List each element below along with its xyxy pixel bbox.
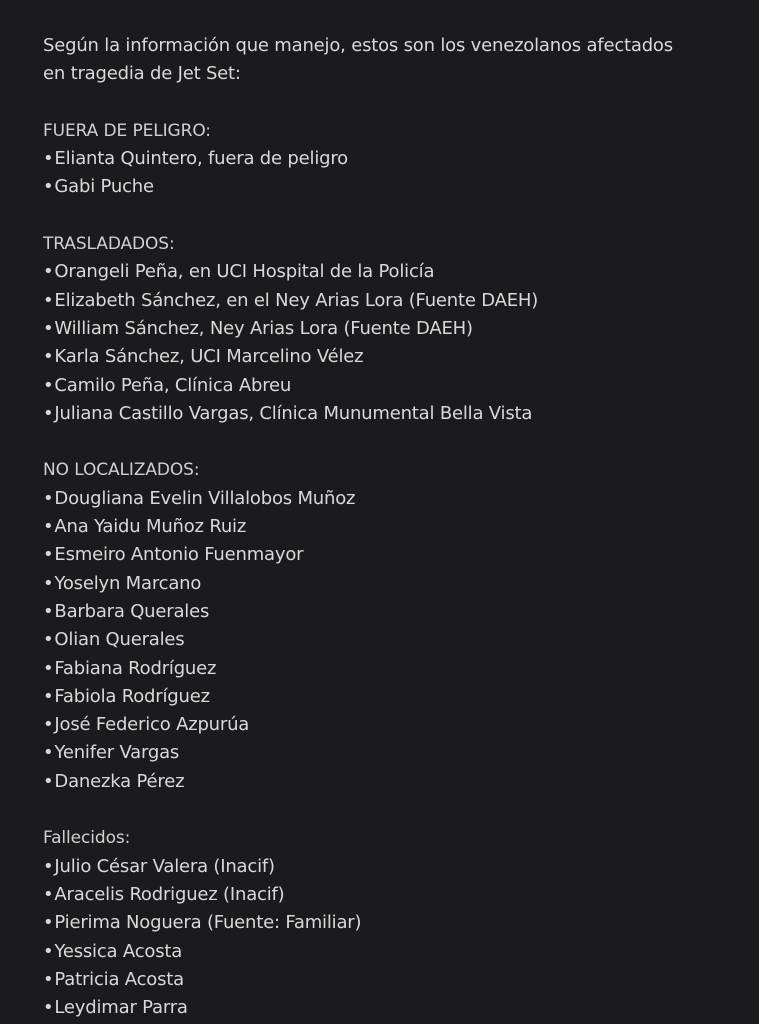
list-item: • Patricia Acosta — [43, 966, 743, 994]
intro-line-2: en tragedia de Jet Set: — [43, 63, 241, 85]
list-item: • Aracelis Rodriguez (Inacif) — [43, 881, 743, 909]
list-item: • Olian Querales — [43, 626, 743, 654]
section-heading: Fallecidos: — [43, 828, 131, 849]
list-item: • Karla Sánchez, UCI Marcelino Vélez — [43, 343, 743, 371]
list-item: • Elizabeth Sánchez, en el Ney Arias Lora (Fuente DAEH) — [43, 287, 743, 315]
list-item: • Pierima Noguera (Fuente: Familiar) — [43, 909, 743, 937]
section-heading: FUERA DE PELIGRO: — [43, 120, 211, 141]
list-item: • Yessica Acosta — [43, 938, 743, 966]
list-item: • José Federico Azpurúa — [43, 711, 743, 739]
paragraph-gap — [43, 202, 743, 230]
paragraph-gap — [43, 428, 743, 456]
list-item: • Yoselyn Marcano — [43, 570, 743, 598]
message-text-body — [43, 32, 743, 1022]
section-trasladados — [43, 230, 743, 428]
list-item: • Danezka Pérez — [43, 768, 743, 796]
section-fallecidos — [43, 824, 743, 1022]
section-fuera-de-peligro — [43, 117, 743, 202]
paragraph-gap — [43, 89, 743, 117]
list-item: • Ana Yaidu Muñoz Ruiz — [43, 513, 743, 541]
list-item: • Fabiana Rodríguez — [43, 655, 743, 683]
list-item: • Esmeiro Antonio Fuenmayor — [43, 541, 743, 569]
list-item: • Gabi Puche — [43, 173, 743, 201]
intro-line-1: Según la información que manejo, estos son los venezolanos afectados — [43, 35, 673, 56]
list-item: • Yenifer Vargas — [43, 739, 743, 767]
list-item: • Dougliana Evelin Villalobos Muñoz — [43, 485, 743, 513]
section-no-localizados — [43, 456, 743, 796]
list-item: • Orangeli Peña, en UCI Hospital de la Policía — [43, 258, 743, 286]
list-item: • Juliana Castillo Vargas, Clínica Munumental Bella Vista — [43, 400, 743, 428]
list-item: • Fabiola Rodríguez — [43, 683, 743, 711]
list-item: • Barbara Querales — [43, 598, 743, 626]
list-item: • Elianta Quintero, fuera de peligro — [43, 145, 743, 173]
list-item: • Julio César Valera (Inacif) — [43, 853, 743, 881]
section-heading: TRASLADADOS: — [43, 234, 175, 255]
list-item: • Camilo Peña, Clínica Abreu — [43, 372, 743, 400]
paragraph-gap — [43, 796, 743, 824]
list-item: • William Sánchez, Ney Arias Lora (Fuente DAEH) — [43, 315, 743, 343]
list-item: • Leydimar Parra — [43, 994, 743, 1022]
section-heading: NO LOCALIZADOS: — [43, 460, 200, 481]
